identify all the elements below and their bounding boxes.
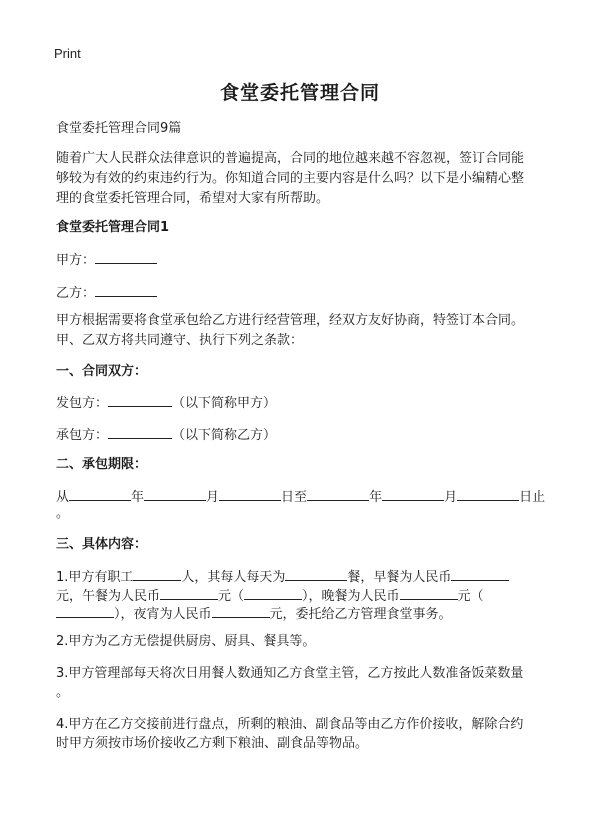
section-1-heading: 一、合同双方： — [56, 364, 148, 379]
item-1-part-e: 元（ — [218, 589, 245, 604]
item-1-part-h: ），夜宵为人民币 — [114, 607, 212, 622]
party-b-blank — [95, 283, 157, 297]
party-a-line — [56, 250, 546, 270]
item-2: 2.甲方为乙方无偿提供厨房、厨具、餐具等。 — [56, 634, 316, 649]
party-a-label: 甲方： — [56, 253, 96, 268]
item-1-line-3 — [56, 604, 546, 624]
item-1-blank-3 — [451, 567, 509, 581]
issuer-note: （以下简称甲方） — [172, 396, 277, 411]
section-2-heading: 二、承包期限： — [56, 457, 148, 472]
item-1-part-d: 元，午餐为人民币 — [56, 589, 161, 604]
term-blank-1 — [69, 487, 131, 501]
term-period: 。 — [56, 506, 70, 521]
party-a-blank — [95, 250, 157, 264]
party-b-label: 乙方： — [56, 286, 96, 301]
preface-line-1: 甲方根据需要将食堂承包给乙方进行经营管理，经双方友好协商，特签订本合同。 — [56, 313, 525, 328]
print-label[interactable]: Print — [54, 46, 81, 61]
issuer-label: 发包方： — [56, 396, 109, 411]
term-from: 从 — [56, 490, 70, 505]
contractor-blank — [108, 425, 172, 439]
item-1-part-f: ），晚餐为人民币 — [302, 589, 400, 604]
contractor-line — [56, 425, 546, 445]
intro-line-1: 随着广大人民群众法律意识的普遍提高，合同的地位越来越不容忽视，签订合同能 — [56, 151, 525, 166]
preface-line-2: 甲、乙双方将共同遵守、执行下列之条款： — [56, 333, 304, 348]
page-title: 食堂委托管理合同 — [219, 82, 380, 104]
subtitle: 食堂委托管理合同9篇 — [56, 121, 182, 136]
term-end: 日止 — [519, 490, 546, 505]
item-3-line-1: 3.甲方管理部每天将次日用餐人数通知乙方食堂主管，乙方按此人数准备饭菜数量 — [56, 666, 524, 681]
term-day-to: 日至 — [281, 490, 308, 505]
intro-line-2: 够较为有效的约束违约行为。你知道合同的主要内容是什么吗？以下是小编精心整 — [56, 171, 525, 186]
contract-heading: 食堂委托管理合同1 — [56, 220, 170, 235]
contractor-note: （以下简称乙方） — [172, 428, 277, 443]
term-blank-4 — [307, 487, 369, 501]
term-year-2: 年 — [369, 490, 383, 505]
item-1-line-2 — [56, 586, 546, 606]
term-line — [56, 487, 546, 507]
item-1-blank-8 — [212, 604, 270, 618]
item-4-line-2: 时甲方须按市场价接收乙方剩下粮油、副食品等物品。 — [56, 736, 369, 751]
term-blank-3 — [219, 487, 281, 501]
term-blank-6 — [457, 487, 519, 501]
item-1-part-b: 人，其每人每天为 — [181, 570, 286, 585]
term-month-2: 月 — [444, 490, 458, 505]
item-1-blank-7 — [56, 604, 114, 618]
item-1-blank-5 — [244, 586, 302, 600]
item-1-blank-4 — [160, 586, 218, 600]
item-3-line-2: 。 — [56, 685, 70, 700]
term-year: 年 — [131, 490, 145, 505]
term-blank-2 — [144, 487, 206, 501]
item-4-line-1: 4.甲方在乙方交接前进行盘点，所剩的粮油、副食品等由乙方作价接收，解除合约 — [56, 717, 524, 732]
term-blank-5 — [382, 487, 444, 501]
item-1-blank-1 — [133, 567, 181, 581]
party-b-line — [56, 283, 546, 303]
item-1-line-1 — [56, 567, 546, 587]
item-1-blank-2 — [285, 567, 347, 581]
intro-line-3: 理的食堂委托管理合同，希望对大家有所帮助。 — [56, 191, 330, 206]
section-3-heading: 三、具体内容： — [56, 537, 148, 552]
item-1-part-g: 元（ — [457, 589, 484, 604]
item-1-part-i: 元，委托给乙方管理食堂事务。 — [269, 607, 452, 622]
item-1-part-a: 1.甲方有职工 — [56, 570, 134, 585]
contractor-label: 承包方： — [56, 428, 109, 443]
item-1-part-c: 餐，早餐为人民币 — [347, 570, 452, 585]
issuer-blank — [108, 393, 172, 407]
issuer-line — [56, 393, 546, 413]
term-month: 月 — [206, 490, 220, 505]
item-1-blank-6 — [400, 586, 458, 600]
